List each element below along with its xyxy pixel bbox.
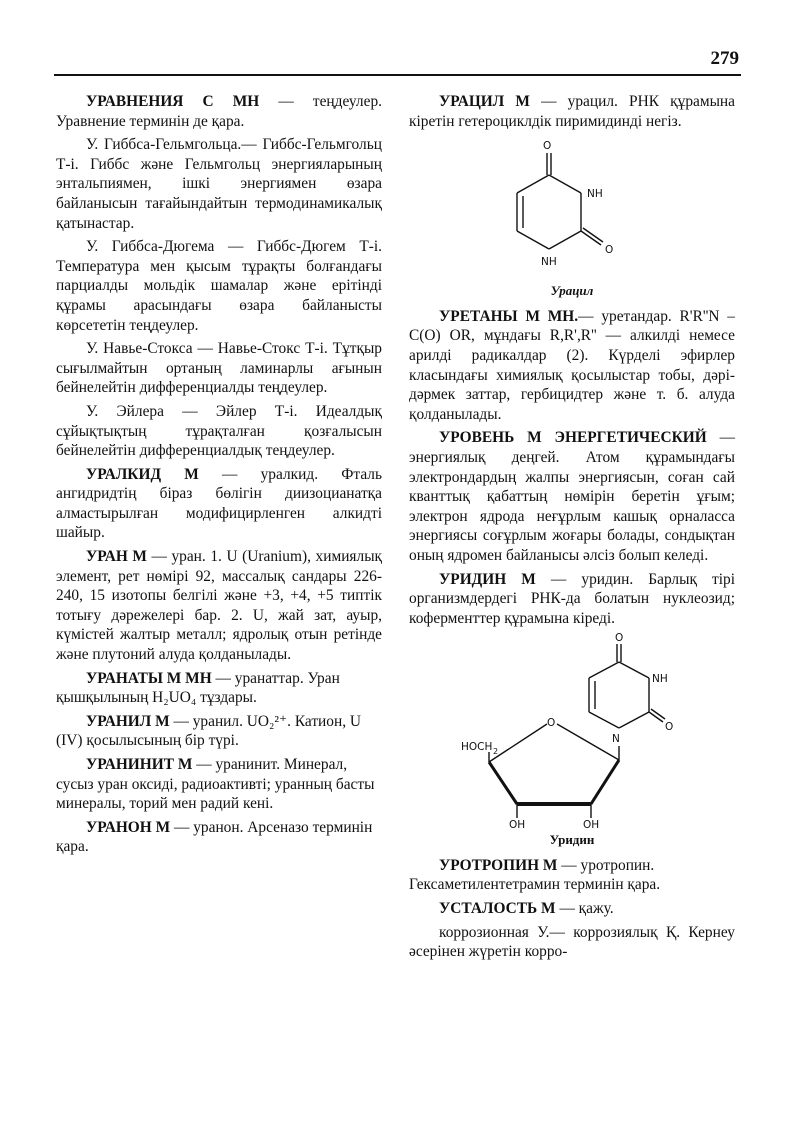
- header-rule: [54, 74, 741, 76]
- uridine-figure: [409, 632, 735, 850]
- dictionary-entry: [56, 547, 382, 665]
- entry-definition: — уретандар. R'R''N – C(O) OR, мұндағы R,R',R'' — алкилді немесе арилді радикалдар (2). Күрделі эфирлер класындағы химиялық қосылыстар тобы, дәрі-дәрмек заттар, гербицидтер және т. б. алуда қолданылады.: [409, 307, 735, 423]
- entry-definition: — урацил. РНК құрамына кіретін гетероциклдік пиримидинді негіз.: [409, 93, 735, 130]
- dictionary-entry: [409, 428, 735, 565]
- uridine-atom-o-top: O: [615, 632, 624, 645]
- dictionary-entry: [56, 712, 382, 751]
- entry-headword: УРАВНЕНИЯ С МН: [86, 93, 260, 110]
- uridine-atom-o-ring: O: [547, 717, 556, 730]
- right-column: [409, 92, 735, 966]
- uridine-atom-sub2: 2: [493, 747, 499, 757]
- dictionary-entry: [409, 570, 735, 629]
- entry-definition: — уралкид. Фталь ангидридтің біраз бөлігін диизоцианатқа алмастырылған модифицирленген алкидті шайыр.: [56, 465, 382, 542]
- sub-entry: У. Гиббса-Гельмгольца.— Гиббс-Гельмгольц Т-і. Гиббс және Гельмгольц энергияларының энтальпиямен, ішкі энергиямен өзара байланысын тағайындайтын термодинамикалық қатынастар.: [56, 136, 382, 232]
- uracil-atom-nh-bottom: NH: [541, 256, 557, 269]
- dictionary-entry: [409, 307, 735, 425]
- entry-headword: УРОТРОПИН М: [439, 856, 558, 874]
- uridine-atom-o-right: O: [665, 721, 674, 734]
- entry-definition: — энергиялық деңгей. Атом құрамындағы электрондардың жалпы энергиясын, соған сай кванттық қабаттың нөмірін беретін ұғым; электрон ядрода неғұрлым кашық орналасса энергиясы соғұрлым жоғары болады, сондықтан оның ядромен байланысы әлсіз болып келеді.: [409, 429, 735, 564]
- entry-headword: УРОВЕНЬ М ЭНЕРГЕТИЧЕСКИЙ: [439, 429, 707, 447]
- dictionary-entry: [409, 899, 735, 919]
- entry-headword: УСТАЛОСТЬ М: [439, 900, 556, 918]
- uridine-atom-hoch: HOCH: [461, 741, 493, 754]
- uracil-atom-o-top: O: [543, 140, 552, 153]
- uridine-atom-oh-right: OH: [583, 819, 600, 829]
- dictionary-entry: [409, 92, 735, 131]
- entry-headword: УРАЦИЛ М: [439, 93, 530, 110]
- entry-definition: — қажу.: [555, 900, 614, 918]
- left-column: [56, 92, 382, 861]
- uridine-structure: [409, 632, 735, 828]
- dictionary-entry: [56, 755, 382, 814]
- dictionary-entry: [56, 92, 382, 131]
- page-number: 279: [710, 48, 739, 69]
- entry-definition: — теңдеулер. Уравнение терминін де қара.: [56, 93, 382, 130]
- entry-headword: УРАНИЛ М: [86, 712, 170, 730]
- uracil-atom-nh-right: NH: [587, 188, 603, 201]
- sub-entry: У. Эйлера — Эйлер Т-і. Идеалдық сұйықтықтың тұрақталған қозғалысын бейнелейтін дифференциалдық теңдеулер.: [56, 402, 382, 460]
- entry-definition: — уранил. UO₂²⁺. Катион, U (IV) қосылысының бір түрі.: [56, 712, 362, 750]
- dictionary-entry: [409, 856, 735, 895]
- uracil-caption: Урацил: [550, 283, 594, 299]
- entry-definition: — уротропин. Гексаметилентетрамин терминін қара.: [409, 856, 661, 894]
- dictionary-entry: [56, 669, 382, 708]
- uracil-figure: [409, 135, 735, 301]
- entry-headword: УРАЛКИД М: [86, 465, 199, 483]
- entry-definition: — уран. 1. U (Uranium), химиялық элемент, рет нөмірі 92, массалық сандары 226-240, 15 изотопы белгілі және +3, +4, +5 типтік тотығу дәрежелері бар. 2. U, жай зат, ауыр, күмістей жалтыр металл; ядролық отын ретінде және плутоний алуда қолданылады.: [56, 548, 383, 664]
- uridine-atom-n: N: [612, 733, 620, 746]
- entry-headword: УРАН М: [86, 548, 147, 566]
- uracil-structure: [409, 135, 735, 285]
- uridine-atom-nh: NH: [652, 673, 668, 686]
- uridine-atom-oh-left: OH: [509, 819, 526, 829]
- entry-definition: — уранон. Арсеназо терминін қара.: [56, 818, 373, 856]
- uracil-atom-o-right: O: [605, 244, 614, 257]
- entry-definition: — уранаттар. Уран қышқылының H₂UO₄ тұздары.: [56, 669, 340, 707]
- entry-headword: УРИДИН М: [439, 570, 536, 588]
- entry-definition: — уридин. Барлық тірі организмдердегі РНК-да болатын нуклеозид; коферменттер құрамына кіреді.: [409, 570, 735, 627]
- entry-headword: УРАНАТЫ М МН: [86, 669, 212, 687]
- dictionary-entry: [56, 465, 382, 543]
- uridine-caption: Уридин: [549, 832, 595, 848]
- sub-entry: У. Гиббса-Дюгема — Гиббс-Дюгем Т-і. Температура мен қысым тұрақты болғандағы парциалды мольдік шамалар және ерітінді құрамы арасындағы өзара байланысты көрсететін теңдеулер.: [56, 238, 382, 334]
- entry-headword: УРЕТАНЫ М МН.: [439, 307, 579, 325]
- entry-headword: УРАНИНИТ М: [86, 756, 193, 773]
- entry-definition: — уранинит. Минерал, сусыз уран оксиді, радиоактивті; уранның басты минералы, торий мен радий кені.: [56, 756, 375, 813]
- entry-headword: УРАНОН М: [86, 818, 171, 836]
- sub-entry: коррозионная У.— коррозиялық Қ. Кернеу әсерінен жүретін корро-: [409, 923, 735, 961]
- dictionary-entry: [56, 818, 382, 857]
- sub-entry: У. Навье-Стокса — Навье-Стокс Т-і. Тұтқыр сығылмайтын ортаның ламинарлы ағынын бейнелейтін дифференциалды теңдеулер.: [56, 340, 382, 397]
